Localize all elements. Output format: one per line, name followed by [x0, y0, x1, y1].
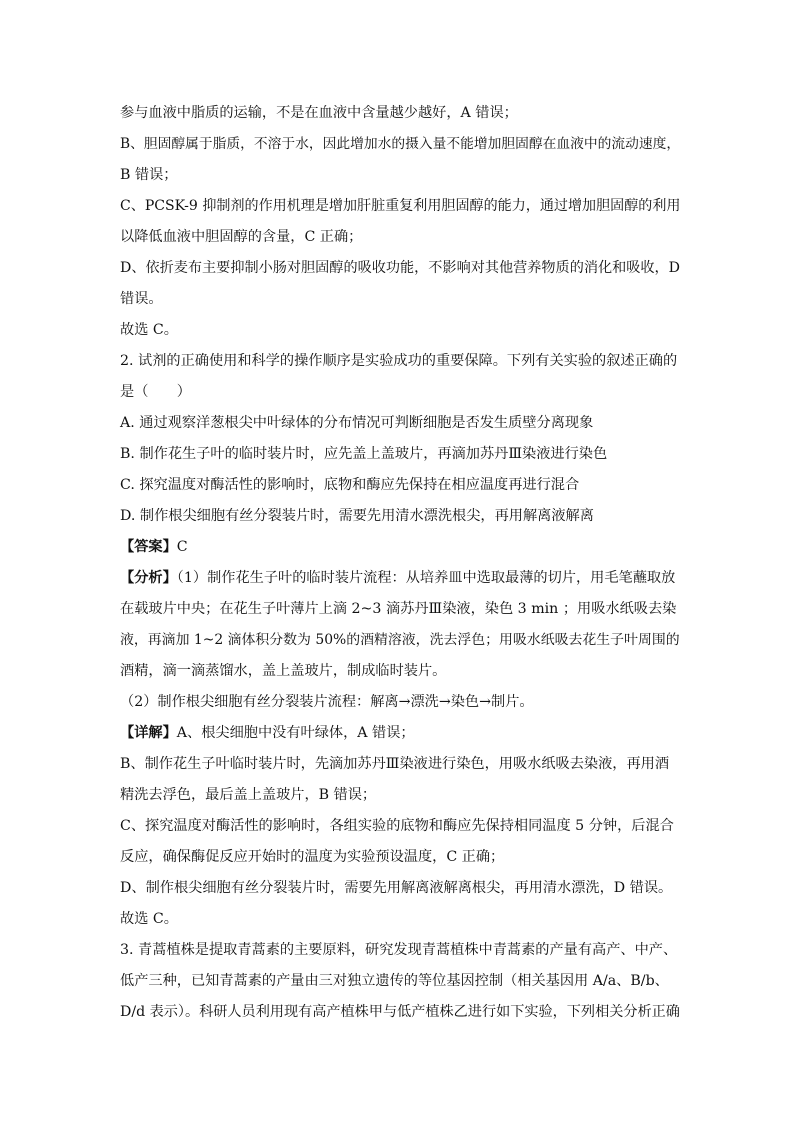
- detail-label: 【详解】: [120, 725, 177, 741]
- answer-value: C: [176, 539, 188, 555]
- conclusion-line: 故选 C。: [120, 911, 178, 927]
- detail-line: [120, 723, 680, 743]
- option-c: C. 探究温度对酶活性的影响时，底物和酶应先保持在相应温度再进行混合: [120, 477, 580, 493]
- text-line: 液，再滴加 1~2 滴体积分数为 50%的酒精溶液，洗去浮色；用吸水纸吸去花生子叶周围的: [120, 632, 680, 648]
- text-line: 反应，确保酶促反应开始时的温度为实验预设温度，C 正确；: [120, 849, 505, 865]
- question-2-stem-cont: 是（ ）: [120, 384, 191, 400]
- text-line: C、探究温度对酶活性的影响时，各组实验的底物和酶应先保持相同温度 5 分钟，后混合: [120, 818, 674, 834]
- question-3-stem-cont: D/d 表示）。科研人员利用现有高产植株甲与低产植株乙进行如下实验，下列相关分析正确: [120, 1004, 680, 1020]
- text-line: C、PCSK-9 抑制剂的作用机理是增加肝脏重复利用胆固醇的能力，通过增加胆固醇的利用: [120, 198, 681, 214]
- text-line: B、制作花生子叶临时装片时，先滴加苏丹Ⅲ染液进行染色，用吸水纸吸去染液，再用酒: [120, 756, 670, 772]
- option-b: B. 制作花生子叶的临时装片时，应先盖上盖玻片，再滴加苏丹Ⅲ染液进行染色: [120, 446, 608, 462]
- analysis-label: 【分析】: [120, 570, 177, 586]
- text-line: 在载玻片中央；在花生子叶薄片上滴 2~3 滴苏丹Ⅲ染液，染色 3 min ；用吸水纸吸去染: [120, 601, 677, 617]
- text-line: 参与血液中脂质的运输，不是在血液中含量越少越好，A 错误；: [120, 105, 518, 121]
- question-2-stem: 2. 试剂的正确使用和科学的操作顺序是实验成功的重要保障。下列有关实验的叙述正确的: [120, 353, 678, 369]
- option-d: D. 制作根尖细胞有丝分裂装片时，需要先用清水漂洗根尖，再用解离液解离: [120, 508, 594, 524]
- conclusion-line: 故选 C。: [120, 322, 178, 338]
- question-3-stem: 3. 青蒿植株是提取青蒿素的主要原料，研究发现青蒿植株中青蒿素的产量有高产、中产、: [120, 942, 678, 958]
- text-line: 错误。: [120, 291, 163, 307]
- text-line: D、制作根尖细胞有丝分裂装片时，需要先用解离液解离根尖，再用清水漂洗，D 错误。: [120, 880, 673, 896]
- question-3-stem-cont: 低产三种，已知青蒿素的产量由三对独立遗传的等位基因控制（相关基因用 A/a、B/b、: [120, 973, 669, 989]
- text-line: B、胆固醇属于脂质，不溶于水，因此增加水的摄入量不能增加胆固醇在血液中的流动速度，: [120, 136, 681, 152]
- answer-line: [120, 537, 680, 557]
- answer-label: 【答案】: [120, 539, 177, 555]
- text-line: D、依折麦布主要抑制小肠对胆固醇的吸收功能，不影响对其他营养物质的消化和吸收，D: [120, 260, 681, 276]
- option-a: A. 通过观察洋葱根尖中叶绿体的分布情况可判断细胞是否发生质壁分离现象: [120, 415, 594, 431]
- text-line: （2）制作根尖细胞有丝分裂装片流程：解离→漂洗→染色→制片。: [120, 694, 534, 710]
- analysis-text: （1）制作花生子叶的临时装片流程：从培养皿中选取最薄的切片，用毛笔蘸取放: [176, 570, 676, 586]
- text-line: B 错误；: [120, 167, 178, 183]
- text-line: 酒精，滴一滴蒸馏水，盖上盖玻片，制成临时装片。: [120, 663, 447, 679]
- detail-text: A、根尖细胞中没有叶绿体，A 错误；: [176, 725, 415, 741]
- text-line: 以降低血液中胆固醇的含量，C 正确；: [120, 229, 363, 245]
- text-line: 精洗去浮色，最后盖上盖玻片，B 错误；: [120, 787, 377, 803]
- analysis-line: [120, 568, 680, 588]
